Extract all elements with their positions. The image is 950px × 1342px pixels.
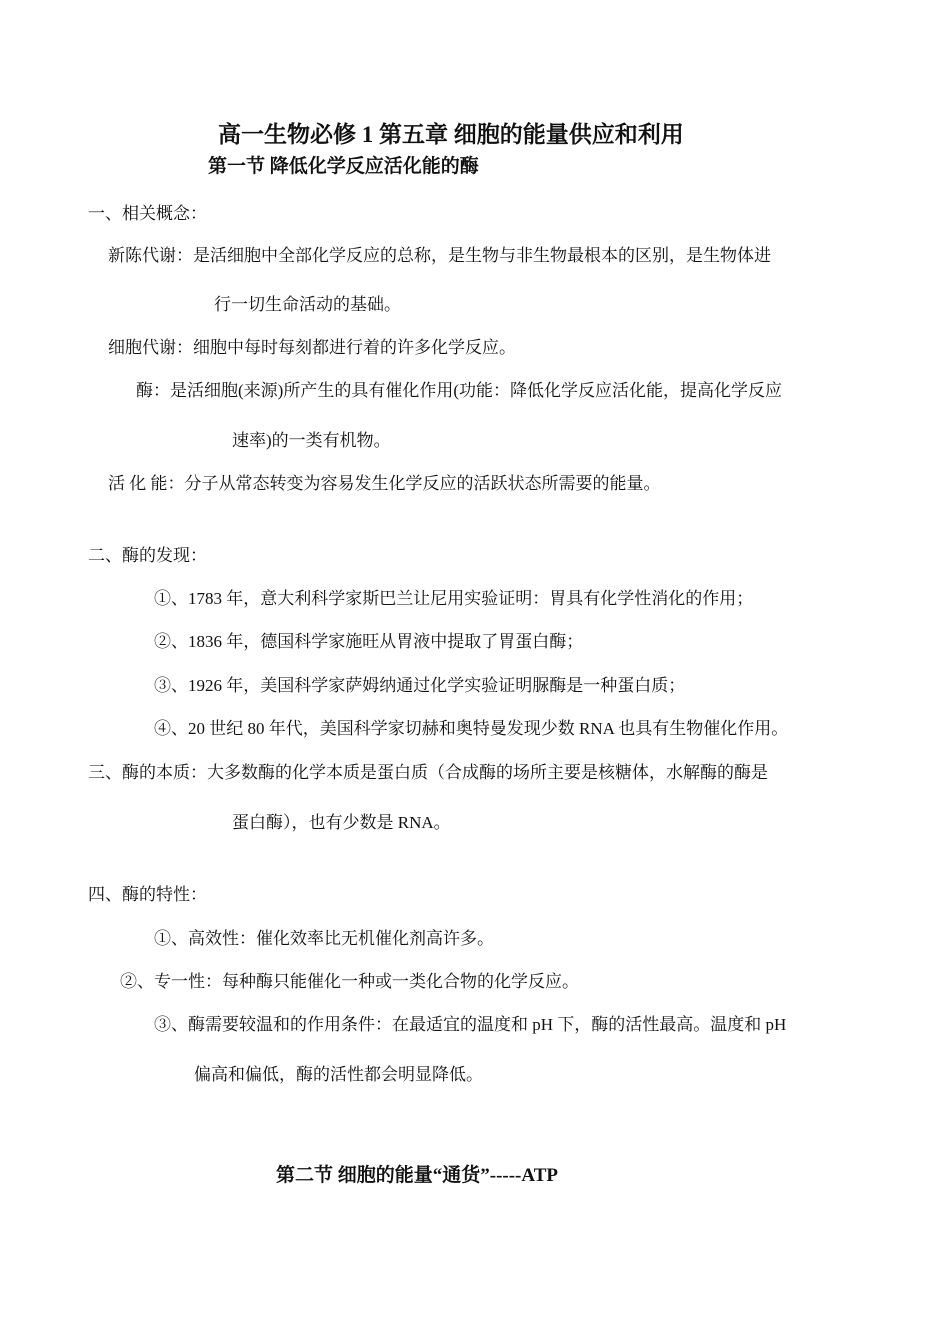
- discovery-item-3: ③、1926 年，美国科学家萨姆纳通过化学实验证明脲酶是一种蛋白质；: [154, 676, 686, 695]
- property-item-3-line-1: ③、酶需要较温和的作用条件：在最适宜的温度和 pH 下，酶的活性最高。温度和 pH: [154, 1015, 787, 1034]
- enzyme-definition-line-1: 酶：是活细胞(来源)所产生的具有催化作用(功能：降低化学反应活化能，提高化学反应: [136, 381, 782, 400]
- discovery-item-1: ①、1783 年，意大利科学家斯巴兰让尼用实验证明：胃具有化学性消化的作用；: [154, 589, 754, 608]
- activation-energy-definition: 活 化 能：分子从常态转变为容易发生化学反应的活跃状态所需要的能量。: [108, 474, 661, 493]
- cell-metabolism-definition: 细胞代谢：细胞中每时每刻都进行着的许多化学反应。: [108, 338, 516, 357]
- page-title: 高一生物必修 1 第五章 细胞的能量供应和利用: [218, 122, 684, 147]
- part-3-line-1: 三、酶的本质：大多数酶的化学本质是蛋白质（合成酶的场所主要是核糖体，水解酶的酶是: [88, 763, 768, 782]
- part-2-heading: 二、酶的发现：: [88, 546, 207, 565]
- metabolism-definition-line-1: 新陈代谢：是活细胞中全部化学反应的总称，是生物与非生物最根本的区别，是生物体进: [108, 246, 771, 265]
- part-1-heading: 一、相关概念：: [88, 204, 207, 223]
- metabolism-definition-line-2: 行一切生命活动的基础。: [214, 295, 401, 314]
- property-item-3-line-2: 偏高和偏低，酶的活性都会明显降低。: [194, 1065, 483, 1084]
- part-4-heading: 四、酶的特性：: [88, 885, 207, 904]
- section-2-title: 第二节 细胞的能量“通货”-----ATP: [276, 1165, 558, 1186]
- discovery-item-2: ②、1836 年，德国科学家施旺从胃液中提取了胃蛋白酶；: [154, 632, 584, 651]
- discovery-item-4: ④、20 世纪 80 年代，美国科学家切赫和奥特曼发现少数 RNA 也具有生物催化作用。: [154, 719, 789, 738]
- part-3-line-2: 蛋白酶），也有少数是 RNA。: [232, 813, 451, 832]
- section-1-title: 第一节 降低化学反应活化能的酶: [208, 156, 479, 177]
- enzyme-definition-line-2: 速率)的一类有机物。: [232, 431, 391, 450]
- property-item-2: ②、专一性：每种酶只能催化一种或一类化合物的化学反应。: [120, 972, 579, 991]
- property-item-1: ①、高效性：催化效率比无机催化剂高许多。: [154, 929, 494, 948]
